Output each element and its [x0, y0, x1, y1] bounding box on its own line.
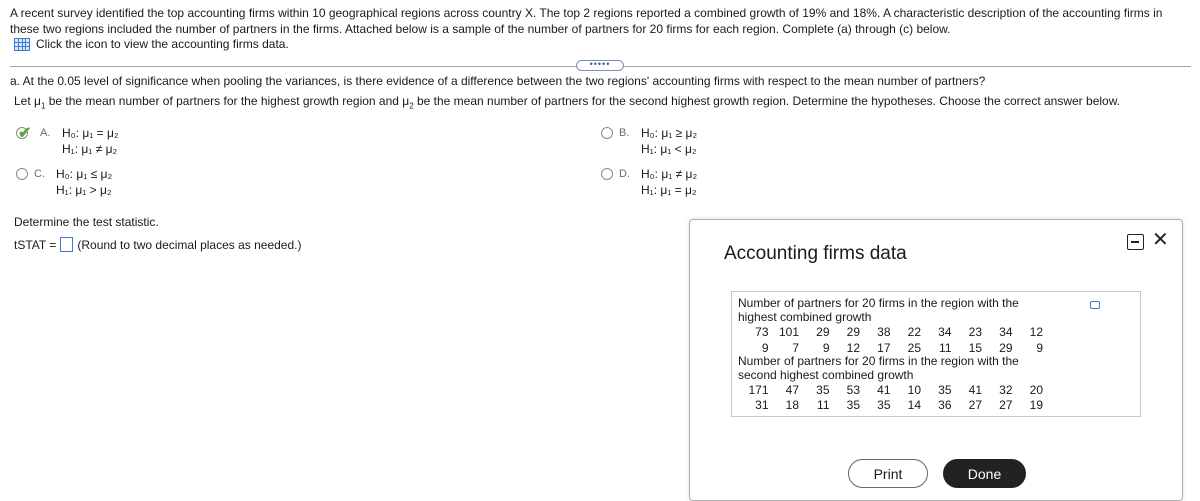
- data-cell: 27: [968, 398, 982, 412]
- tstat-row: [14, 237, 302, 252]
- minimize-icon[interactable]: [1127, 234, 1144, 250]
- data-cell: 29: [816, 325, 830, 339]
- option-letter: C.: [34, 168, 45, 180]
- data-cell: 31: [755, 398, 769, 412]
- data-cell: 35: [816, 383, 830, 397]
- data-cell: 25: [907, 341, 921, 355]
- let-statement: Let $\mu_1$ be the mean number of partners for the highest growth region and $\mu_2$ be the mean number of partners for the second highest growth region. Determine the hypotheses. Choose the correct answer below.: [14, 94, 1121, 111]
- tstat-input[interactable]: [60, 237, 73, 252]
- test-statistic-prompt: Determine the test statistic.: [14, 215, 159, 229]
- data-cell: 171: [748, 383, 769, 397]
- radio-button[interactable]: [16, 168, 28, 180]
- accounting-data-dialog: [689, 219, 1183, 501]
- data-cell: 101: [778, 325, 799, 339]
- alternative-hypothesis: H₁: μ₁ ≠ μ₂: [62, 142, 118, 156]
- option-a[interactable]: [16, 125, 119, 157]
- data-cell: 12: [846, 341, 860, 355]
- region2-heading: Number of partners for 20 firms in the region with the second highest combined growth: [738, 354, 1019, 382]
- option-d[interactable]: [601, 166, 697, 198]
- region1-row1: [738, 325, 1043, 339]
- radio-button[interactable]: [601, 127, 613, 139]
- data-cell: 9: [822, 341, 830, 355]
- null-hypothesis: H₀: μ₁ ≥ μ₂: [641, 126, 698, 140]
- data-cell: 17: [877, 341, 891, 355]
- data-cell: 29: [846, 325, 860, 339]
- data-table: [731, 291, 1141, 417]
- data-cell: 27: [999, 398, 1013, 412]
- alternative-hypothesis: H₁: μ₁ > μ₂: [56, 183, 112, 197]
- tstat-label: tSTAT =: [14, 237, 57, 252]
- problem-intro: A recent survey identified the top accounting firms within 10 geographical regions across country X. The top 2 regions reported a combined growth of 19% and 18%. A characteristic description of the accounting firms in these two regions included the number of partners in the firms. Attached below is a sample of the number of partners for 20 firms for each region. Complete (a) through (c) below.: [10, 6, 1163, 36]
- region1-row2: [738, 341, 1043, 355]
- data-cell: 23: [968, 325, 982, 339]
- selected-radio-check-icon[interactable]: ✔: [18, 125, 32, 142]
- data-cell: 15: [968, 341, 982, 355]
- data-cell: 35: [877, 398, 891, 412]
- data-cell: 18: [785, 398, 799, 412]
- option-letter: A.: [40, 127, 51, 139]
- data-cell: 41: [968, 383, 982, 397]
- data-cell: 11: [817, 398, 830, 412]
- print-button[interactable]: Print: [848, 459, 928, 488]
- option-letter: B.: [619, 127, 630, 139]
- view-data-label[interactable]: Click the icon to view the accounting firms data.: [36, 37, 289, 51]
- data-cell: 20: [1029, 383, 1043, 397]
- null-hypothesis: H₀: μ₁ ≠ μ₂: [641, 167, 698, 181]
- data-cell: 53: [846, 383, 860, 397]
- data-cell: 9: [761, 341, 769, 355]
- data-cell: 19: [1029, 398, 1043, 412]
- data-cell: 29: [999, 341, 1013, 355]
- data-cell: 14: [907, 398, 921, 412]
- alternative-hypothesis: H₁: μ₁ = μ₂: [641, 183, 697, 197]
- radio-button[interactable]: [601, 168, 613, 180]
- close-icon[interactable]: ✕: [1152, 229, 1169, 251]
- rounding-hint: (Round to two decimal places as needed.): [77, 237, 302, 252]
- data-cell: 22: [907, 325, 921, 339]
- data-cell: 32: [999, 383, 1013, 397]
- dialog-title: Accounting firms data: [724, 243, 907, 264]
- data-cell: 10: [907, 383, 921, 397]
- data-cell: 9: [1036, 341, 1043, 355]
- view-data-link[interactable]: [14, 37, 289, 51]
- data-cell: 34: [999, 325, 1013, 339]
- done-button[interactable]: Done: [943, 459, 1026, 488]
- spreadsheet-icon[interactable]: [14, 38, 30, 51]
- expand-button[interactable]: •••••: [576, 60, 624, 71]
- data-cell: 73: [755, 325, 769, 339]
- data-cell: 35: [938, 383, 952, 397]
- data-cell: 41: [877, 383, 891, 397]
- data-cell: 11: [939, 341, 952, 355]
- null-hypothesis: H₀: μ₁ ≤ μ₂: [56, 167, 113, 181]
- null-hypothesis: H₀: μ₁ = μ₂: [62, 126, 119, 140]
- data-cell: 36: [938, 398, 952, 412]
- question-a: a. At the 0.05 level of significance when pooling the variances, is there evidence of a difference between the two regions' accounting firms with respect to the mean number of partners?: [10, 74, 986, 88]
- region1-heading: Number of partners for 20 firms in the region with the highest combined growth: [738, 296, 1019, 324]
- data-cell: 38: [877, 325, 891, 339]
- data-cell: 12: [1029, 325, 1043, 339]
- copy-icon[interactable]: [1090, 301, 1100, 309]
- data-cell: 34: [938, 325, 952, 339]
- region2-row2: [738, 398, 1043, 412]
- data-cell: 7: [792, 341, 799, 355]
- option-letter: D.: [619, 168, 630, 180]
- option-b[interactable]: [601, 125, 697, 157]
- region2-row1: [738, 383, 1043, 397]
- data-cell: 35: [846, 398, 860, 412]
- option-c[interactable]: [16, 166, 112, 198]
- alternative-hypothesis: H₁: μ₁ < μ₂: [641, 142, 697, 156]
- data-cell: 47: [785, 383, 799, 397]
